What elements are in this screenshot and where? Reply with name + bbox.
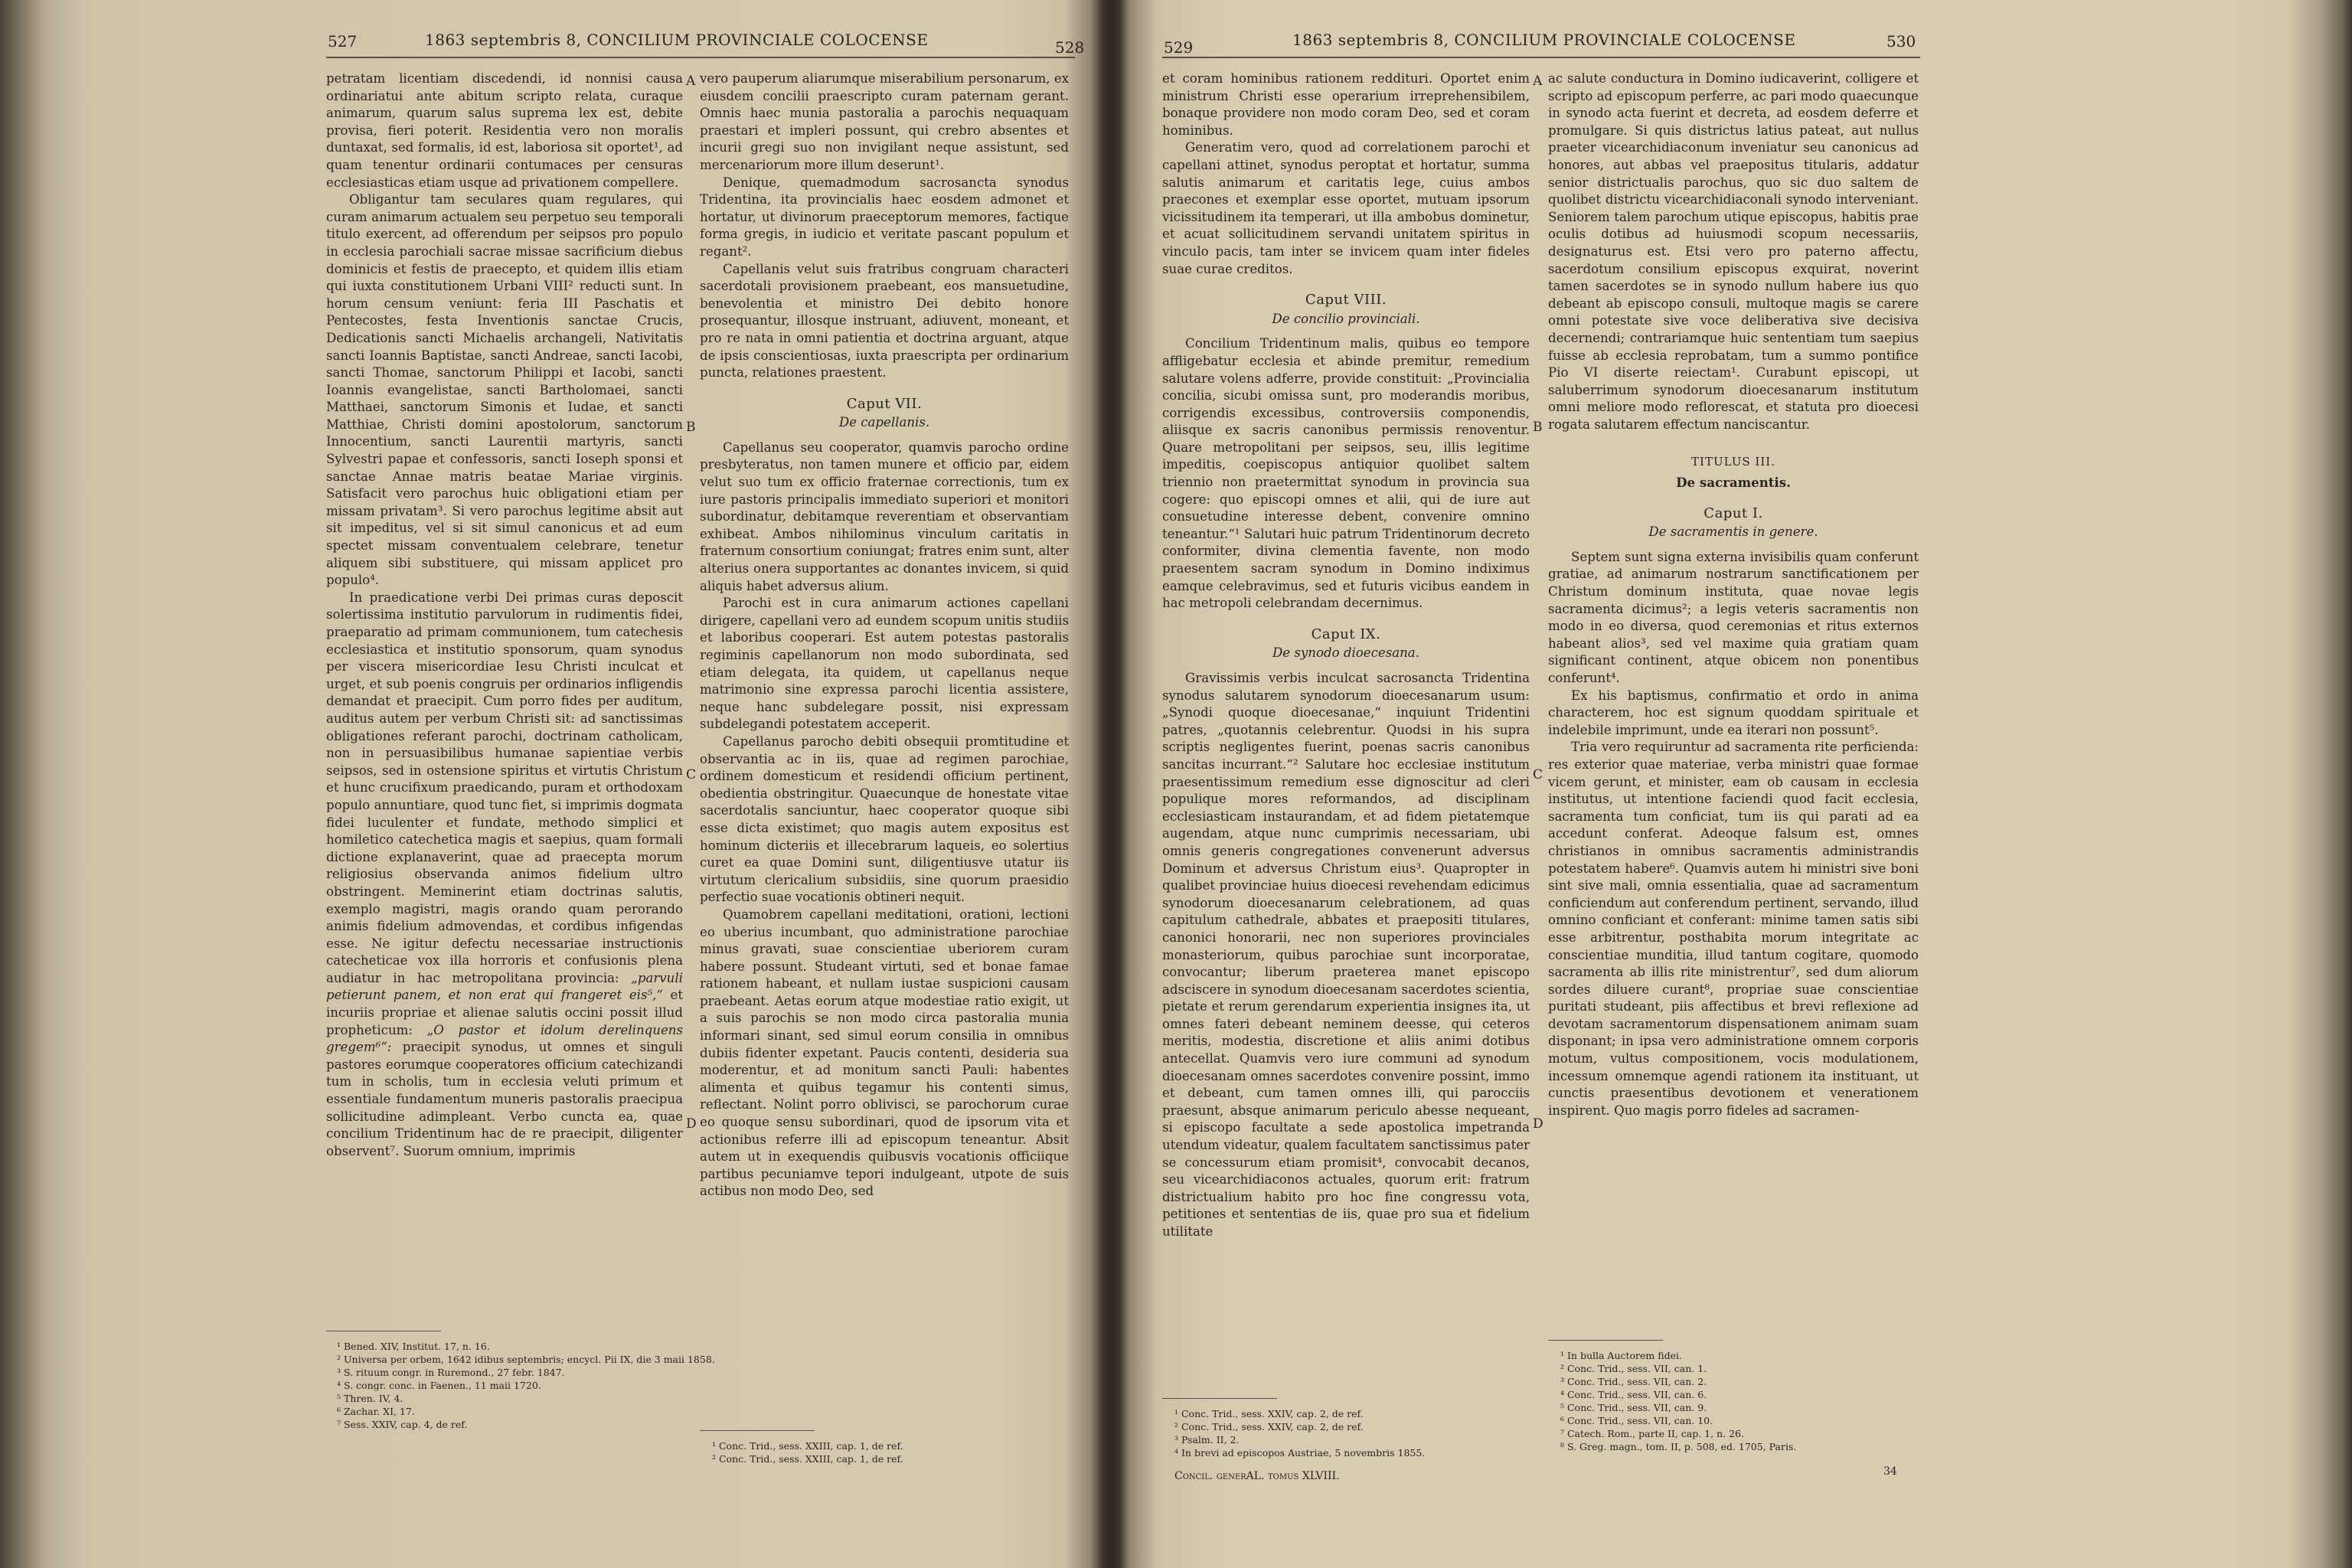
footnote: ³ Conc. Trid., sess. VII, can. 2. <box>1560 1376 1707 1387</box>
chapter-title: Caput I. <box>1704 505 1763 521</box>
column-number: 527 <box>328 32 358 51</box>
text-column-b <box>700 70 1069 1200</box>
footnote: ² Conc. Trid., sess. XXIII, cap. 1, de ref. <box>712 1453 903 1465</box>
footnote: ⁸ S. Greg. magn., tom. II, p. 508, ed. 1705, Paris. <box>1560 1441 1797 1452</box>
margin-marker: C <box>1533 767 1544 782</box>
chapter-title: Caput VIII. <box>1305 292 1387 309</box>
text-column-a <box>1162 70 1530 1241</box>
footnote: ⁴ S. congr. conc. in Faenen., 11 maii 1720. <box>337 1380 541 1391</box>
footnotes-column-b <box>1560 1349 1913 1453</box>
quotation: „parvuli petierunt panem, et non erat qui frangeret eis⁵,“ <box>326 970 683 1003</box>
running-header: 1863 septembris 8, CONCILIUM PROVINCIALE COLOCENSE <box>1292 31 1796 49</box>
chapter-title: Caput IX. <box>1311 626 1381 642</box>
paragraph: Concilium Tridentinum malis, quibus eo tempore affligebatur ecclesia et abinde premitur, remedium salutare volens adferre, provide constituit: „Provincialia concilia, sicubi omissa sunt, pro moderandis moribus, corrigendis excessibus, controversiis componendis, aliisque ex sacris canonibus permissis renoventur. Quare metropolitani per seipsos, seu, illis legitime impeditis, coepiscopus antiquior quolibet saltem triennio non praetermittat synodum in provincia sua cogere: quo episcopi omnes et alii, qui de iure aut consuetudine interesse debent, convenire omnino teneantur.“¹ Salutari huic patrum Tridentinorum decreto conformiter, divina clementia favente, non modo praesentem sacram synodum in Domino indiximus eamque celebravimus, sed et futuris vicibus eandem in hac metropoli celebrandam decernimus. <box>1162 336 1530 611</box>
footnotes-column-b <box>712 1439 1064 1465</box>
paragraph: Capellanis velut suis fratribus congruam characteri sacerdotali provisionem praebeant, eos mansuetudine, benevolentia et ministro Dei debito honore prosequantur, illosque instruant, adiuvent, moneant, et pro re nata in omni patientia et doctrina arguant, atque de ipsis conscientiosas, iuxta praescripta per ordinarium puncta, relationes praestent. <box>700 261 1069 381</box>
footnote: ¹ Conc. Trid., sess. XXIII, cap. 1, de ref. <box>712 1440 903 1452</box>
footnote: ⁴ In brevi ad episcopos Austriae, 5 novembris 1855. <box>1174 1447 1426 1459</box>
text-column-a <box>326 70 683 1160</box>
header-rule <box>1162 57 1920 58</box>
margin-marker: D <box>686 1116 697 1132</box>
right-page <box>1118 0 2352 1568</box>
footnote: ³ Psalm. II, 2. <box>1174 1434 1240 1446</box>
titulus-subheading: De sacramentis. <box>1676 475 1791 491</box>
footnote: ² Universa per orbem, 1642 idibus septembris; encycl. Pii IX, die 3 maii 1858. <box>337 1354 715 1365</box>
running-header: 1863 septembris 8, CONCILIUM PROVINCIALE COLOCENSE <box>425 31 929 49</box>
margin-marker: C <box>686 767 697 782</box>
paragraph: Capellanus parocho debiti obsequii promtitudine et observantia ac in iis, quae ad regimen parochiae, ordinem domesticum et residendi officium pertinent, obedientia obstringitur. Quaecunque de honestate vitae sacerdotalis sanciuntur, haec cooperator quoque sibi esse dicta existimet; quo magis autem expositus est hominum dicteriis et illecebrarum laqueis, eo solertius curet ea quae Domini sunt, diligentiusve utatur iis virtutum clericalium subsidiis, sine quorum praesidio perfectio suae vocationis obtineri nequit. <box>700 733 1069 905</box>
paragraph-text: praecipit synodus, ut omnes et singuli pastores eorumque cooperatores officium catechizandi tum in scholis, tum in ecclesia veluti primum et essentiale fundamentum muneris pastoralis praecipua sollicitudine adimpleant. Verbo cuncta ea, quae concilium Tridentinum hac de re praecipit, diligenter observent⁷. Suorum omnium, imprimis <box>326 1040 683 1158</box>
column-number: 528 <box>1055 38 1085 57</box>
paragraph: Obligantur tam seculares quam regulares, qui curam animarum actualem seu perpetuo seu temporali titulo exercent, ad offerendum per seipsos pro populo in ecclesia parochiali sacrae missae sacrificium diebus dominicis et festis de praecepto, et quidem illis etiam qui iuxta constitutionem Urbani VIII² reducti sunt. In horum censum veniunt: feria III Paschatis et Pentecostes, festa Inventionis sanctae Crucis, Dedicationis sancti Michaelis archangeli, Nativitatis sancti Ioannis Baptistae, sancti Andreae, sancti Iacobi, sancti Thomae, sanctorum Philippi et Iacobi, sancti Ioannis evangelistae, sancti Bartholomaei, sancti Matthaei, sanctorum Simonis et Iudae, et sancti Matthiae, Christi domini apostolorum, sanctorum Innocentium, sancti Laurentii martyris, sancti Sylvestri papae et confessoris, sancti Ioseph sponsi et sanctae Annae matris beatae Mariae virginis. Satisfacit vero parochus huic obligationi etiam per missam privatam³. Si vero parochus legitime absit aut sit impeditus, vel si sit simul canonicus et ad eum spectet missam conventualem celebrare, tenetur aliquem sibi substituere, qui missam applicet pro populo⁴. <box>326 192 683 588</box>
paragraph: Parochi est in cura animarum actiones capellani dirigere, capellani vero ad eundem scopum unitis studiis et laboribus cooperari. Est autem potestas pastoralis regiminis capellanorum non modo subordinata, sed etiam delegata, ita quidem, ut capellanus neque matrimonio sine expressa parochi licentia assistere, neque hanc subdelegare possit, nisi expressam subdelegandi potestatem acceperit. <box>700 596 1069 732</box>
margin-marker: B <box>1533 420 1543 435</box>
left-page <box>0 0 1102 1568</box>
header-rule <box>326 57 1075 58</box>
signature-number: 34 <box>1883 1465 1897 1478</box>
paragraph-text: et incuriis propriae et alienae salutis occini possit illud propheticum: <box>326 988 683 1037</box>
paragraph: Quamobrem capellani meditationi, orationi, lectioni eo uberius incumbant, quo administratione parochiae minus gravati, suae conscientiae uberiorem curam habere possunt. Studeant virtuti, sed et bonae famae rationem habeant, et nullam iustae suspicioni causam praebeant. Aetas eorum atque modestiae ratio exigit, ut a suis parochis se non modo circa pastoralia munia informari sinant, sed simul eorum consilia in omnibus dubiis fidenter expetant. Paucis contenti, desideria sua moderentur, et ad monitum sancti Pauli: habentes alimenta et quibus tegamur his contenti simus, reflectant. Nolint porro oblivisci, se parochorum curae eo quoque sensu subordinari, quod de ipsorum vita et actionibus referre illi ad episcopum teneantur. Absit autem ut in exequendis quibusvis vocationis officiique partibus pecuniamve tepori indulgeant, utpote de suis actibus non modo Deo, sed <box>700 906 1069 1199</box>
paragraph: Tria vero requiruntur ad sacramenta rite perficienda: res exterior quae materiae, verba ministri quae formae vicem gerunt, et minister, eam ob causam in ecclesia institutus, ut intentione faciendi quod facit ecclesia, sacramenta tum conficiat, tum iis qui parati ad ea accedunt conferat. Adeoque falsum est, omnes christianos in omnibus sacramentis administrandis potestatem habere⁶. Quamvis autem hi ministri sive boni sint sive mali, omnia essentialia, quae ad sacramentum conficiendum aut conferendum pertinent, servando, illud omnino conficiant et conferant: minime tamen satis sibi esse arbitrentur, posthabita morum integritate ac conscientiae munditia, illud tantum cogitare, quomodo sacramenta ab illis rite ministrentur⁷, sed dum aliorum sordes diluere curant⁸, propriae suae conscientiae puritati studeant, piis affectibus et brevi reflexione ad devotam sacramentorum dispensationem animam suam disponant; in ipsa vero administratione omnem corporis motum, vultus compositionem, vocis modulationem, incessum omnemque agendi rationem ita instituant, ut cunctis praesentibus devotionem et venerationem inspirent. Quo magis porro fideles ad sacramen- <box>1548 740 1919 1118</box>
paragraph: Septem sunt signa externa invisibilis quam conferunt gratiae, ad animarum nostrarum sanctificationem per Christum dominum instituta, quae novae legis sacramenta dicimus²; a legis veteris sacramentis non modo in eo diversa, quod ceremonias et ritus externos habeant alios³, sed vel maxime quia gratiam quam significant continent, atque obicem non ponentibus conferunt⁴. <box>1548 549 1919 685</box>
footnote-rule <box>1162 1398 1277 1399</box>
text-column-b <box>1548 70 1919 1119</box>
paragraph: Gravissimis verbis inculcat sacrosancta Tridentina synodus salutarem synodorum dioecesanarum usum: „Synodi quoque dioecesanae,“ inquiunt Tridentini patres, „quotannis celebrentur. Quodsi in his supra scriptis negligentes fuerint, poenas sacris canonibus sancitas incurrant.“² Salutare hoc ecclesiae institutum praesentissimum remedium esse dignoscitur ad cleri populique mores reformandos, ad disciplinam ecclesiasticam instaurandam, et ad fidem pietatemque augendam, atque nunc cumprimis necessariam, ubi omnis generis congregationes convenerunt adversus Dominum et adversus Christum eius³. Quapropter in qualibet provinciae huius dioecesi revehendam edicimus synodorum dioecesanarum celebrationem, ad quas capitulum cathedrale, abbates et praepositi titulares, canonici honorarii, nec non superiores provinciales monasteriorum, quibus parochiae sunt incorporatae, convocantur; liberum praeterea manet episcopo adsciscere in synodum dioecesanam sacerdotes scientia, pietate et rerum gerendarum experientia insignes ita, ut omnes fateri debeant neminem deesse, qui ceteros meritis, modestia, discretione et aliis animi dotibus antecellat. Quamvis vero iure communi ad synodum dioecesanam omnes sacerdotes convenire possint, immo et debeant, cum tamen omnes illi, qui parocciis praesunt, absque animarum periculo abesse nequeant, si episcopo facultate a sede apostolica impetranda utendum videatur, qualem facultatem sanctissimus pater se concessurum etiam promisit⁴, convocabit decanos, seu vicearchidiaconos actuales, quorum erit: fratrum districtualium habito pro hoc fine congressu vota, petitiones et sententias de iis, quae pro sua et fidelium utilitate <box>1162 671 1530 1239</box>
footnote: ¹ Conc. Trid., sess. XXIV, cap. 2, de ref. <box>1174 1408 1364 1419</box>
footnote: ² Conc. Trid., sess. VII, can. 1. <box>1560 1363 1707 1374</box>
footnote: ⁶ Zachar. XI, 17. <box>337 1406 415 1417</box>
paragraph: Ex his baptismus, confirmatio et ordo in anima characterem, hoc est signum quoddam spirituale et indelebile imprimunt, unde ea iterari non possunt⁵. <box>1548 688 1919 737</box>
quotation: „O pastor et idolum derelinquens gregem⁶“: <box>326 1022 683 1055</box>
chapter-subtitle: De capellanis. <box>838 415 930 430</box>
footnotes-column-a <box>337 1340 715 1431</box>
footnote: ⁴ Conc. Trid., sess. VII, can. 6. <box>1560 1389 1707 1400</box>
paragraph: Capellanus seu cooperator, quamvis parocho ordine presbyteratus, non tamen munere et officio par, eidem velut suo tum ex officio fraternae correctionis, tum ex iure pastoris principalis immediato superiori et monitori subordinatur, debitamque reverentiam et observantiam exhibeat. Ambos nihilominus vinculum caritatis in fraternum consortium coniungat; fratres enim sunt, alter alterius onera supportantes ac donantes invicem, si quid aliquis habet adversus alium. <box>700 439 1069 593</box>
margin-marker: A <box>1533 74 1543 89</box>
footnote-rule <box>700 1430 815 1431</box>
chapter-subtitle: De synodo dioecesana. <box>1272 645 1419 661</box>
paragraph: et coram hominibus rationem reddituri. Oportet enim ministrum Christi esse operarium irreprehensibilem, bonaque providere non modo coram Deo, sed et coram hominibus. <box>1162 71 1530 138</box>
footnote-rule <box>1548 1340 1663 1341</box>
footnote: ¹ Bened. XIV, Institut. 17, n. 16. <box>337 1341 490 1352</box>
paragraph: petratam licentiam discedendi, id nonnisi causa ordinariatui ante abitum scripto relata, curaque animarum, quarum salus suprema lex est, debite provisa, fieri poterit. Residentia vero non moralis duntaxat, sed formalis, id est, laboriosa sit oportet¹, ad quam tenentur ordinarii contumaces per censuras ecclesiasticas etiam usque ad privationem compellere. <box>326 71 683 190</box>
footnote: ⁷ Catech. Rom., parte II, cap. 1, n. 26. <box>1560 1428 1744 1439</box>
chapter-subtitle: De sacramentis in genere. <box>1648 524 1818 540</box>
chapter-subtitle: De concilio provinciali. <box>1272 311 1420 326</box>
column-number: 529 <box>1164 38 1194 57</box>
paragraph: Generatim vero, quod ad correlationem parochi et capellani attinet, synodus peroptat et hortatur, summa salutis animarum et caritatis lege, cuius ambos praecones et exemplar esse oportet, mutuam ipsorum vicissitudinem ita temperari, ut illa ambobus dominetur, et acuat sollicitudinem servandi unitatem spiritus in vinculo pacis, tam inter se invicem quam inter fideles suae curae creditos. <box>1162 140 1530 276</box>
footnote: ⁶ Conc. Trid., sess. VII, can. 10. <box>1560 1415 1713 1426</box>
footnotes-column-a <box>1174 1407 1527 1459</box>
paragraph-text: In praedicatione verbi Dei primas curas deposcit solertissima institutio parvulorum in rudimentis fidei, praeparatio ad primam communionem, tum catechesis ecclesiastica et institutio sponsorum, quam synodus per viscera misericordiae Iesu Christi inculcat et urget, et sub poenis congruis per ordinarios infligendis demandat et praecipit. Cum porro fides per auditum, auditus autem per verbum Christi sit: ad sanctissimas obligationes referant parochi, doctrinam catholicam, non in persuasibilibus humanae sapientiae verbis seipsos, sed in ostensione spiritus et virtutis Christum et hunc crucifixum praedicando, puram et orthodoxam populo annuntiare, quod tunc fiet, si imprimis dogmata fidei luculenter et fundate, methodo simplici et homiletico catechetica magis et saepius, quam formali dictione explanaverint, quae ad praecepta morum religiosius observanda animos fidelium ultro obstringent. Meminerint etiam doctrinas salutis, exemplo magistri, magis orando quam perorando animis fidelium admovendas, et cordibus infigendas esse. Ne igitur defectu necessariae instructionis catecheticae vox illa horroris et confusionis plena audiatur in hac metropolitana provincia: <box>326 590 683 985</box>
chapter-title: Caput VII. <box>846 395 923 412</box>
footnote: ³ S. rituum congr. in Ruremond., 27 febr. 1847. <box>337 1367 565 1378</box>
margin-marker: A <box>686 74 696 89</box>
paragraph: ac salute conductura in Domino iudicaverint, colligere et scripto ad episcopum perferre, ac pari modo quaecunque in synodo acta fuerint et decreta, ad eosdem deferre et promulgare. Si quis districtus latius pateat, aut nullus praeter vicearchidiaconum inveniatur seu canonicus ad honores, aut abbas vel praepositus titularis, addatur senior districtualis parochus, quo sic duo saltem de quolibet districtu vicearchidiaconali synodo interveniant. Seniorem talem parochum utique episcopus, habitis prae oculis dotibus ad huiusmodi scopum necessariis, designaturus est. Etsi vero pro paterno affectu, sacerdotum consilium episcopus exquirat, noverint tamen sacerdotes se in synodo nullum habere ius quo debeant ab episcopo consuli, multoque magis se carere omni potestate sive voce deliberativa sive decisiva decernendi; contrariamque huic sententiam tum saepius fuisse ab ecclesia reprobatam, tum a summo pontifice Pio VI diserte reiectam¹. Curabunt episcopi, ut saluberrimum synodorum dioecesanarum institutum omni meliore modo reflorescat, et statuta pro dioecesi rogata salutarem effectum nanciscantur. <box>1548 71 1919 432</box>
margin-marker: B <box>686 420 696 435</box>
paragraph: Denique, quemadmodum sacrosancta synodus Tridentina, ita provincialis haec eosdem admonet et hortatur, ut divinorum praeceptorum memores, factique forma gregis, in iudicio et veritate pascant populum et regant². <box>700 175 1069 259</box>
titulus-heading: TITULUS III. <box>1691 455 1775 469</box>
paragraph: vero pauperum aliarumque miserabilium personarum, ex eiusdem concilii praescripto curam paternam gerant. Omnis haec munia pastoralia a parochis nequaquam praestari et impleri possunt, qui crebro absentes et incurii gregi suo non invigilant neque assistunt, sed mercenariorum more illum deserunt¹. <box>700 71 1069 172</box>
column-number: 530 <box>1886 32 1916 51</box>
footnote: ⁵ Thren. IV, 4. <box>337 1393 403 1404</box>
paragraph <box>326 590 683 1161</box>
footnote: ⁷ Sess. XXIV, cap. 4, de ref. <box>337 1419 468 1430</box>
footnote: ² Conc. Trid., sess. XXIV, cap. 2, de ref. <box>1174 1421 1364 1432</box>
footnote: ⁵ Conc. Trid., sess. VII, can. 9. <box>1560 1402 1707 1413</box>
footnote: ¹ In bulla Auctorem fidei. <box>1560 1350 1682 1361</box>
margin-marker: D <box>1533 1116 1544 1132</box>
signature-line: Concil. generAL. tomus XLVIII. <box>1174 1470 1340 1482</box>
